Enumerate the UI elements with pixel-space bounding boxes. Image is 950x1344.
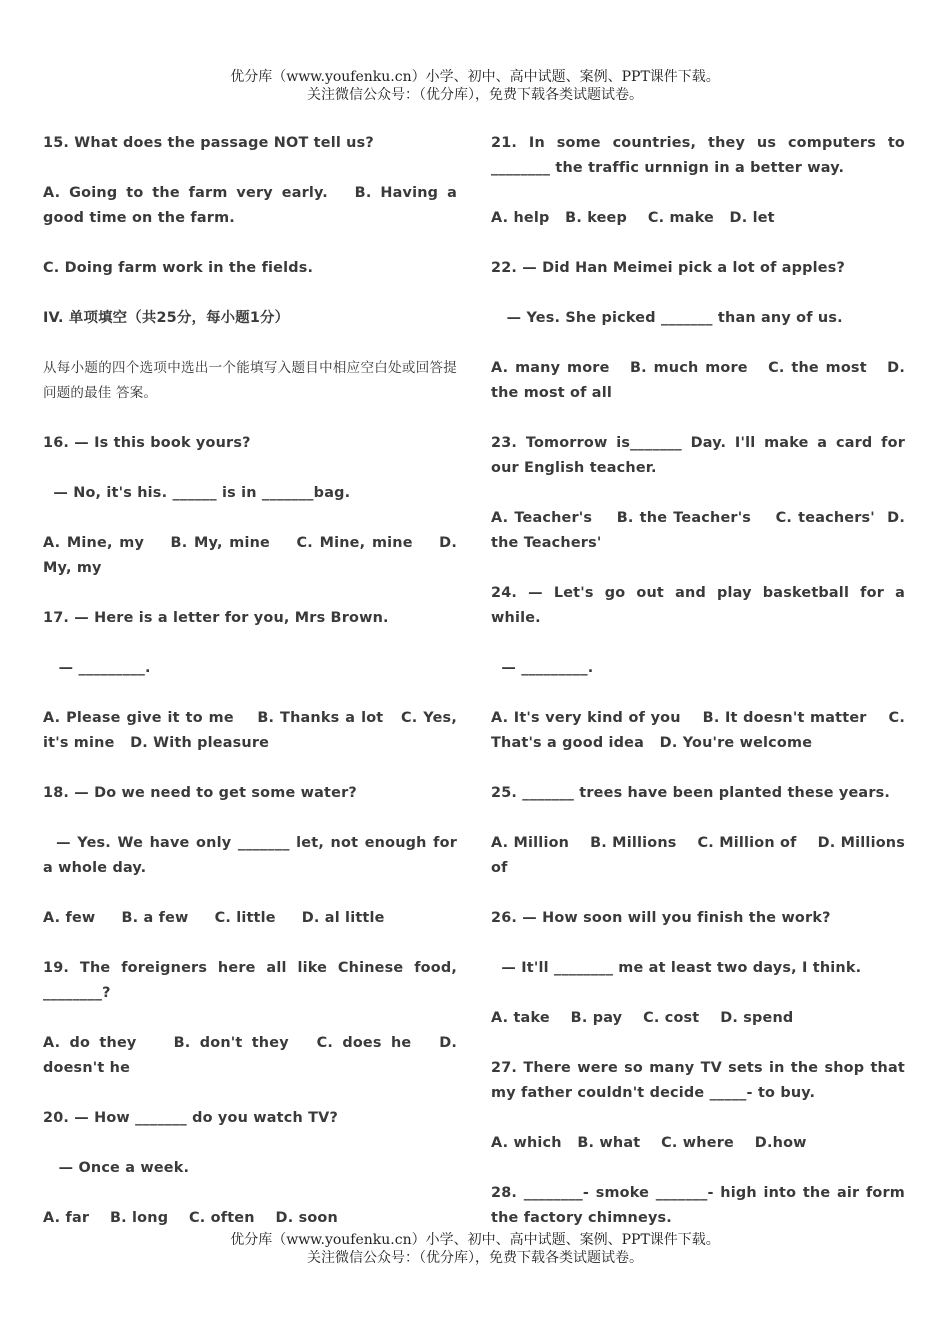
question-23: 23. Tomorrow is_______ Day. I'll make a card for our English teacher. — [491, 435, 911, 476]
page-footer — [0, 1231, 950, 1267]
question-22: 22. — Did Han Meimei pick a lot of apples? — [491, 260, 846, 276]
question-15: 15. What does the passage NOT tell us? — [43, 135, 374, 151]
right-column — [491, 131, 911, 1256]
question-28: 28. ________- smoke _______- high into the air form the factory chimneys. — [491, 1185, 911, 1226]
question-16-options: A. Mine, my B. My, mine C. Mine, mine D. My, my — [43, 535, 463, 576]
question-19: 19. The foreigners here all like Chinese food, ________? — [43, 960, 463, 1001]
question-16: 16. — Is this book yours? — [43, 435, 251, 451]
footer-line-1: 优分库（www.youfenku.cn）小学、初中、高中试题、案例、PPT课件下载。 — [230, 1232, 720, 1248]
question-17-reply: — _________. — [43, 660, 151, 676]
header-line-2: 关注微信公众号：（优分库），免费下载各类试题试卷。 — [307, 87, 643, 103]
header-line-1: 优分库（www.youfenku.cn）小学、初中、高中试题、案例、PPT课件下载。 — [230, 69, 720, 85]
question-26-options: A. take B. pay C. cost D. spend — [491, 1010, 794, 1026]
question-18-options: A. few B. a few C. little D. al little — [43, 910, 385, 926]
question-17: 17. — Here is a letter for you, Mrs Brown. — [43, 610, 389, 626]
question-16-reply: — No, it's his. ______ is in _______bag. — [43, 485, 351, 501]
question-15-option-c: C. Doing farm work in the fields. — [43, 260, 314, 276]
question-24-reply: — _________. — [491, 660, 594, 676]
question-20-options: A. far B. long C. often D. soon — [43, 1210, 338, 1226]
question-25-options: A. Million B. Millions C. Million of D. Millions of — [491, 835, 911, 876]
question-26-reply: — It'll ________ me at least two days, I think. — [491, 960, 862, 976]
question-24: 24. — Let's go out and play basketball for a while. — [491, 585, 911, 626]
question-19-options: A. do they B. don't they C. does he D. doesn't he — [43, 1035, 463, 1076]
question-21: 21. In some countries, they us computers to ________ the traffic urnnign in a better way. — [491, 135, 911, 176]
question-24-options: A. It's very kind of you B. It doesn't matter C. That's a good idea D. You're welcome — [491, 710, 911, 751]
question-25: 25. _______ trees have been planted these years. — [491, 785, 891, 801]
question-27: 27. There were so many TV sets in the shop that my father couldn't decide _____- to buy. — [491, 1060, 911, 1101]
question-21-options: A. help B. keep C. make D. let — [491, 210, 775, 226]
question-26: 26. — How soon will you finish the work? — [491, 910, 831, 926]
question-22-options: A. many more B. much more C. the most D. the most of all — [491, 360, 911, 401]
footer-line-2: 关注微信公众号：（优分库），免费下载各类试题试卷。 — [307, 1250, 643, 1266]
question-17-options: A. Please give it to me B. Thanks a lot C. Yes, it's mine D. With pleasure — [43, 710, 463, 751]
left-column — [43, 131, 463, 1256]
question-18: 18. — Do we need to get some water? — [43, 785, 357, 801]
question-20-reply: — Once a week. — [43, 1160, 190, 1176]
question-15-options-a-b: A. Going to the farm very early. B. Having a good time on the farm. — [43, 185, 463, 226]
question-20: 20. — How _______ do you watch TV? — [43, 1110, 339, 1126]
section-iv-instructions: 从每小题的四个选项中选出一个能填写入题目中相应空白处或回答提问题的最佳 答案。 — [43, 360, 457, 401]
page-header — [0, 68, 950, 104]
question-22-reply: — Yes. She picked _______ than any of us. — [491, 310, 843, 326]
question-27-options: A. which B. what C. where D.how — [491, 1135, 807, 1151]
section-iv-heading: IV. 单项填空（共25分，每小题1分） — [43, 310, 290, 326]
question-23-options: A. Teacher's B. the Teacher's C. teachers' D. the Teachers' — [491, 510, 911, 551]
question-18-reply: — Yes. We have only _______ let, not enough for a whole day. — [43, 835, 463, 876]
